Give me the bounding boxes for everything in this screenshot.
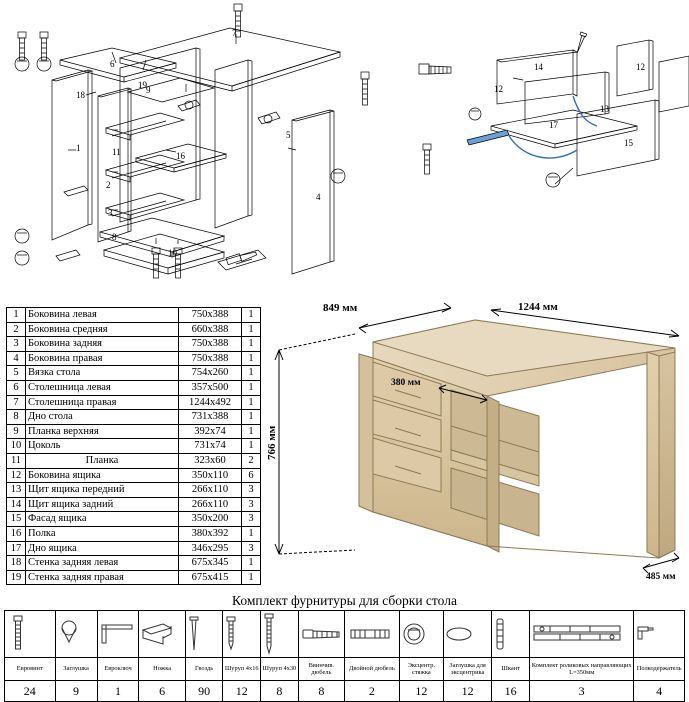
part-qty: 1 bbox=[242, 322, 261, 337]
part-qty: 1 bbox=[242, 351, 261, 366]
part-name: Щит ящика задний bbox=[26, 497, 179, 512]
part-number: 5 bbox=[7, 366, 26, 381]
callout-9: 9 bbox=[146, 85, 151, 95]
part-size: 675x415 bbox=[179, 570, 242, 585]
dim-1244: 1244 мм bbox=[518, 301, 558, 313]
cam-lock-icon bbox=[399, 611, 443, 658]
table-row bbox=[7, 410, 261, 425]
callout-12-right: 12 bbox=[636, 62, 645, 72]
callout-14: 14 bbox=[534, 62, 543, 72]
part-qty: 6 bbox=[242, 468, 261, 483]
fitting-qty: 6 bbox=[139, 681, 185, 702]
part-qty: 3 bbox=[242, 512, 261, 527]
part-name: Вязка стола bbox=[26, 366, 179, 381]
part-size: 380x392 bbox=[179, 526, 242, 541]
shelf-support-icon bbox=[634, 611, 685, 658]
cap-plug-icon bbox=[55, 611, 97, 658]
callout-6: 6 bbox=[110, 59, 115, 69]
part-name: Полка bbox=[26, 526, 179, 541]
part-qty: 1 bbox=[242, 526, 261, 541]
callout-4: 4 bbox=[316, 192, 321, 202]
dim-766: 766 мм bbox=[266, 425, 278, 460]
part-number: 19 bbox=[7, 570, 26, 585]
part-name: Столешница правая bbox=[26, 395, 179, 410]
fitting-name: Евровинт bbox=[5, 658, 56, 681]
table-row bbox=[7, 556, 261, 571]
part-name: Дно стола bbox=[26, 410, 179, 425]
table-row bbox=[7, 424, 261, 439]
callout-15: 15 bbox=[624, 138, 633, 148]
part-qty: 1 bbox=[242, 410, 261, 425]
part-name: Боковина левая bbox=[26, 308, 179, 323]
callout-7: 7 bbox=[232, 28, 237, 38]
fitting-name: Гвоздь bbox=[185, 658, 223, 681]
part-size: 350x110 bbox=[179, 468, 242, 483]
part-qty: 3 bbox=[242, 483, 261, 498]
table-row bbox=[7, 380, 261, 395]
part-qty: 3 bbox=[242, 497, 261, 512]
part-name: Фасад ящика bbox=[26, 512, 179, 527]
fitting-qty: 4 bbox=[634, 681, 685, 702]
callout-2: 2 bbox=[106, 180, 111, 190]
fitting-name: Ножка bbox=[139, 658, 185, 681]
fitting-name: Двойной дюбель bbox=[344, 658, 399, 681]
part-size: 350x200 bbox=[179, 512, 242, 527]
part-number: 2 bbox=[7, 322, 26, 337]
screw-4x16-icon bbox=[223, 611, 261, 658]
part-number: 17 bbox=[7, 541, 26, 556]
fitting-name: Заглушка bbox=[55, 658, 97, 681]
part-size: 750x388 bbox=[179, 337, 242, 352]
part-number: 13 bbox=[7, 483, 26, 498]
callout-18: 18 bbox=[76, 90, 85, 100]
part-size: 323x60 bbox=[179, 453, 242, 468]
part-size: 731x388 bbox=[179, 410, 242, 425]
table-row bbox=[7, 512, 261, 527]
part-number: 10 bbox=[7, 439, 26, 454]
part-name: Планка верхняя bbox=[26, 424, 179, 439]
table-row bbox=[7, 497, 261, 512]
callout-17: 17 bbox=[549, 120, 558, 130]
finished-desk-drawing bbox=[255, 300, 689, 590]
part-name: Дно ящика bbox=[26, 541, 179, 556]
fitting-name: Заглушка для эксцентрика bbox=[443, 658, 491, 681]
table-row bbox=[7, 526, 261, 541]
part-number: 6 bbox=[7, 380, 26, 395]
callout-19: 19 bbox=[138, 80, 147, 90]
fitting-name: Шкант bbox=[492, 658, 530, 681]
fitting-name: Шуруп 4х16 bbox=[223, 658, 261, 681]
part-number: 14 bbox=[7, 497, 26, 512]
euro-key-icon bbox=[97, 611, 139, 658]
part-qty: 1 bbox=[242, 380, 261, 395]
fitting-name: Комплект роликовых направляющих L=350мм bbox=[530, 658, 634, 681]
fitting-qty: 16 bbox=[492, 681, 530, 702]
part-number: 7 bbox=[7, 395, 26, 410]
exploded-cabinet-diagram bbox=[0, 0, 400, 300]
fitting-name: Шуруп 4х30 bbox=[261, 658, 299, 681]
table-row bbox=[7, 351, 261, 366]
part-number: 11 bbox=[7, 453, 26, 468]
part-size: 1244x492 bbox=[179, 395, 242, 410]
part-size: 266x110 bbox=[179, 483, 242, 498]
part-qty: 1 bbox=[242, 424, 261, 439]
callout-5: 5 bbox=[286, 130, 291, 140]
leg-icon bbox=[139, 611, 185, 658]
part-number: 1 bbox=[7, 308, 26, 323]
fitting-qty: 12 bbox=[443, 681, 491, 702]
part-name: Боковина ящика bbox=[26, 468, 179, 483]
callout-13: 13 bbox=[600, 104, 609, 114]
part-size: 266x110 bbox=[179, 497, 242, 512]
part-qty: 1 bbox=[242, 337, 261, 352]
part-name: Боковина средняя bbox=[26, 322, 179, 337]
part-qty: 1 bbox=[242, 570, 261, 585]
parts-table bbox=[6, 307, 261, 585]
part-qty: 1 bbox=[242, 439, 261, 454]
fitting-qty: 8 bbox=[298, 681, 344, 702]
table-row bbox=[7, 439, 261, 454]
part-name: Щит ящика передний bbox=[26, 483, 179, 498]
fitting-qty: 2 bbox=[344, 681, 399, 702]
fitting-qty: 12 bbox=[399, 681, 443, 702]
screw-in-dowel-icon bbox=[298, 611, 344, 658]
callout-11: 11 bbox=[112, 147, 121, 157]
table-row bbox=[7, 468, 261, 483]
table-row bbox=[7, 483, 261, 498]
table-row bbox=[7, 395, 261, 410]
part-number: 18 bbox=[7, 556, 26, 571]
fitting-qty: 90 bbox=[185, 681, 223, 702]
fitting-name: Эксцентр. стяжка bbox=[399, 658, 443, 681]
part-name: Боковина задняя bbox=[26, 337, 179, 352]
part-size: 754x260 bbox=[179, 366, 242, 381]
table-row bbox=[7, 308, 261, 323]
part-size: 660x388 bbox=[179, 322, 242, 337]
callout-8: 8 bbox=[112, 232, 117, 242]
part-number: 3 bbox=[7, 337, 26, 352]
part-qty: 1 bbox=[242, 556, 261, 571]
table-row bbox=[7, 453, 261, 468]
part-number: 12 bbox=[7, 468, 26, 483]
callout-1: 1 bbox=[76, 143, 81, 153]
part-number: 9 bbox=[7, 424, 26, 439]
table-row bbox=[7, 322, 261, 337]
table-row bbox=[7, 337, 261, 352]
fitting-qty: 3 bbox=[530, 681, 634, 702]
table-row bbox=[7, 366, 261, 381]
part-name: Столешница левая bbox=[26, 380, 179, 395]
fitting-qty: 12 bbox=[223, 681, 261, 702]
nail-icon bbox=[185, 611, 223, 658]
part-number: 4 bbox=[7, 351, 26, 366]
screw-4x30-icon bbox=[261, 611, 299, 658]
callout-3: 3 bbox=[108, 208, 113, 218]
part-qty: 1 bbox=[242, 308, 261, 323]
part-qty: 2 bbox=[242, 453, 261, 468]
callout-12-left: 12 bbox=[494, 84, 503, 94]
fittings-title: Комплект фурнитуры для сборки стола bbox=[232, 593, 457, 608]
part-number: 15 bbox=[7, 512, 26, 527]
part-size: 675x345 bbox=[179, 556, 242, 571]
exploded-drawer-diagram bbox=[405, 18, 689, 218]
part-qty: 1 bbox=[242, 395, 261, 410]
part-size: 731x74 bbox=[179, 439, 242, 454]
part-qty: 1 bbox=[242, 366, 261, 381]
dim-380: 380 мм bbox=[391, 378, 421, 388]
double-dowel-icon bbox=[344, 611, 399, 658]
part-name: Стенка задняя левая bbox=[26, 556, 179, 571]
table-row bbox=[7, 541, 261, 556]
part-qty: 3 bbox=[242, 541, 261, 556]
fitting-qty: 24 bbox=[5, 681, 56, 702]
cam-cap-icon bbox=[443, 611, 491, 658]
fitting-name: Евроключ bbox=[97, 658, 139, 681]
fitting-name: Ввинчив. дюбель bbox=[298, 658, 344, 681]
fittings-table bbox=[4, 610, 685, 702]
part-number: 16 bbox=[7, 526, 26, 541]
table-row bbox=[7, 570, 261, 585]
callout-16: 16 bbox=[176, 151, 185, 161]
callout-10: 10 bbox=[168, 248, 177, 258]
part-name: Стенка задняя правая bbox=[26, 570, 179, 585]
part-number: 8 bbox=[7, 410, 26, 425]
part-size: 750x388 bbox=[179, 351, 242, 366]
fitting-qty: 9 bbox=[55, 681, 97, 702]
dowel-icon bbox=[492, 611, 530, 658]
fitting-qty: 1 bbox=[97, 681, 139, 702]
dim-849: 849 мм bbox=[323, 302, 358, 314]
part-size: 357x500 bbox=[179, 380, 242, 395]
euro-screw-icon bbox=[5, 611, 56, 658]
part-name: Планка bbox=[26, 453, 179, 468]
dim-485: 485 мм bbox=[646, 572, 676, 582]
part-name: Цоколь bbox=[26, 439, 179, 454]
fitting-name: Полкодержатель bbox=[634, 658, 685, 681]
part-name: Боковина правая bbox=[26, 351, 179, 366]
roller-slides-icon bbox=[530, 611, 634, 658]
fitting-qty: 8 bbox=[261, 681, 299, 702]
part-size: 750x388 bbox=[179, 308, 242, 323]
part-size: 346x295 bbox=[179, 541, 242, 556]
part-size: 392x74 bbox=[179, 424, 242, 439]
